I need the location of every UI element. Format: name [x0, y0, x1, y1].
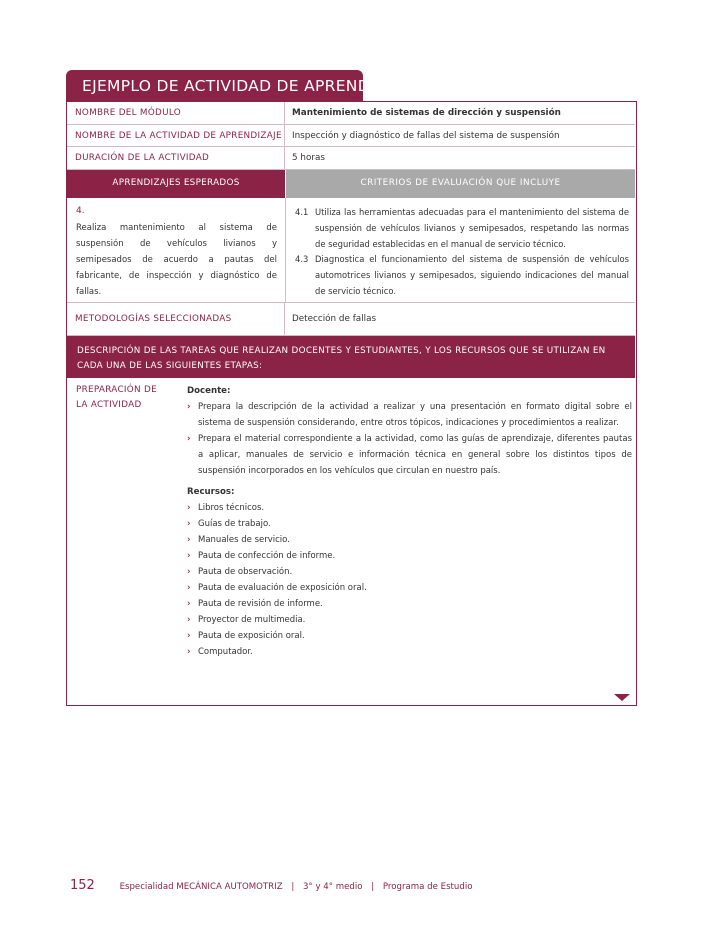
column-divider [285, 198, 286, 302]
footer-separator: | [371, 882, 375, 892]
recurso-item: › Pauta de revisión de informe. [187, 596, 632, 612]
stage-content [187, 383, 632, 660]
criterion-text: Utiliza las herramientas adecuadas para el mantenimiento del sistema de suspensión de vehículos livianos y semipesados, respetando las normas de seguridad establecidas en el manual de servicio técnico. [315, 207, 629, 249]
criterion-item [295, 252, 629, 299]
learning-text: Realiza mantenimiento al sistema de suspensión de vehículos livianos y semipesados de acuerdo a pautas del fabricante, de inspección y diagnóstico de fallas. [76, 223, 277, 297]
continue-down-triangle-icon [614, 694, 630, 701]
recurso-item: › Libros técnicos. [187, 500, 632, 516]
stage-label [76, 383, 157, 412]
methodology-label: METODOLOGÍAS SELECCIONADAS [67, 303, 285, 335]
activity-table [66, 101, 637, 706]
docente-heading: Docente: [187, 386, 231, 396]
docente-item: › Prepara el material correspondiente a la actividad, como las guías de aprendizaje, diferentes pautas a aplicar, manuales de servicio e información técnica en general sobre los distintos tipos de suspensión incorporados en los vehículos que circulan en nuestro país. [187, 431, 632, 479]
criteria-list [295, 205, 629, 300]
criterion-number: 4.1 [295, 207, 309, 217]
duration-row [67, 147, 635, 170]
footer-separator: | [291, 882, 295, 892]
page-footer [70, 878, 472, 893]
criterion-item [295, 205, 629, 252]
stage-label-line: PREPARACIÓN DE [76, 385, 157, 395]
recurso-item: › Pauta de exposición oral. [187, 628, 632, 644]
footer-level: 3° y 4° medio [302, 882, 363, 892]
duration-value: 5 horas [292, 153, 325, 163]
criterion-number: 4.3 [295, 254, 309, 265]
recurso-item: › Manuales de servicio. [187, 532, 632, 548]
criteria-header: CRITERIOS DE EVALUACIÓN QUE INCLUYE [286, 170, 635, 198]
activity-banner: EJEMPLO DE ACTIVIDAD DE APRENDIZAJE [66, 70, 363, 102]
page-number: 152 [70, 878, 95, 893]
footer-program: Programa de Estudio [382, 882, 473, 892]
module-row [67, 102, 635, 125]
recurso-item: › Pauta de observación. [187, 564, 632, 580]
learning-header: APRENDIZAJES ESPERADOS [67, 170, 285, 198]
docente-item: › Prepara la descripción de la actividad a realizar y una presentación en formato digital sobre el sistema de suspensión considerando, entre otros tópicos, indicaciones y procedimientos a realizar. [187, 399, 632, 431]
stage-label-line: LA ACTIVIDAD [76, 399, 142, 410]
recurso-item: › Pauta de evaluación de exposición oral. [187, 580, 632, 596]
duration-label: DURACIÓN DE LA ACTIVIDAD [67, 147, 285, 169]
activity-name-label: NOMBRE DE LA ACTIVIDAD DE APRENDIZAJE [67, 125, 285, 146]
recurso-item: › Computador. [187, 644, 632, 660]
recursos-heading: Recursos: [187, 487, 235, 497]
footer-specialty: Especialidad MECÁNICA AUTOMOTRIZ [119, 882, 283, 892]
activity-name-row [67, 125, 635, 147]
description-bar: DESCRIPCIÓN DE LAS TAREAS QUE REALIZAN DOCENTES Y ESTUDIANTES, Y LOS RECURSOS QUE SE UTILIZAN EN CADA UNA DE LAS SIGUIENTES ETAPAS: [67, 336, 635, 378]
activity-name-value: Inspección y diagnóstico de fallas del sistema de suspensión [292, 131, 560, 141]
recurso-item: › Proyector de multimedia. [187, 612, 632, 628]
module-label: NOMBRE DEL MÓDULO [67, 102, 285, 124]
learning-number: 4. [76, 206, 85, 216]
learning-row [67, 198, 635, 303]
recurso-item: › Guías de trabajo. [187, 516, 632, 532]
module-value: Mantenimiento de sistemas de dirección y suspensión [292, 108, 561, 118]
criterion-text: Diagnostica el funcionamiento del sistema de suspensión de vehículos automotrices livianos y semipesados, siguiendo indicaciones del manual de servicio técnico. [315, 254, 629, 296]
methodology-value: Detección de fallas [292, 314, 377, 324]
section-header-row [67, 170, 635, 198]
methodology-row [67, 303, 635, 336]
recurso-item: › Pauta de confección de informe. [187, 548, 632, 564]
